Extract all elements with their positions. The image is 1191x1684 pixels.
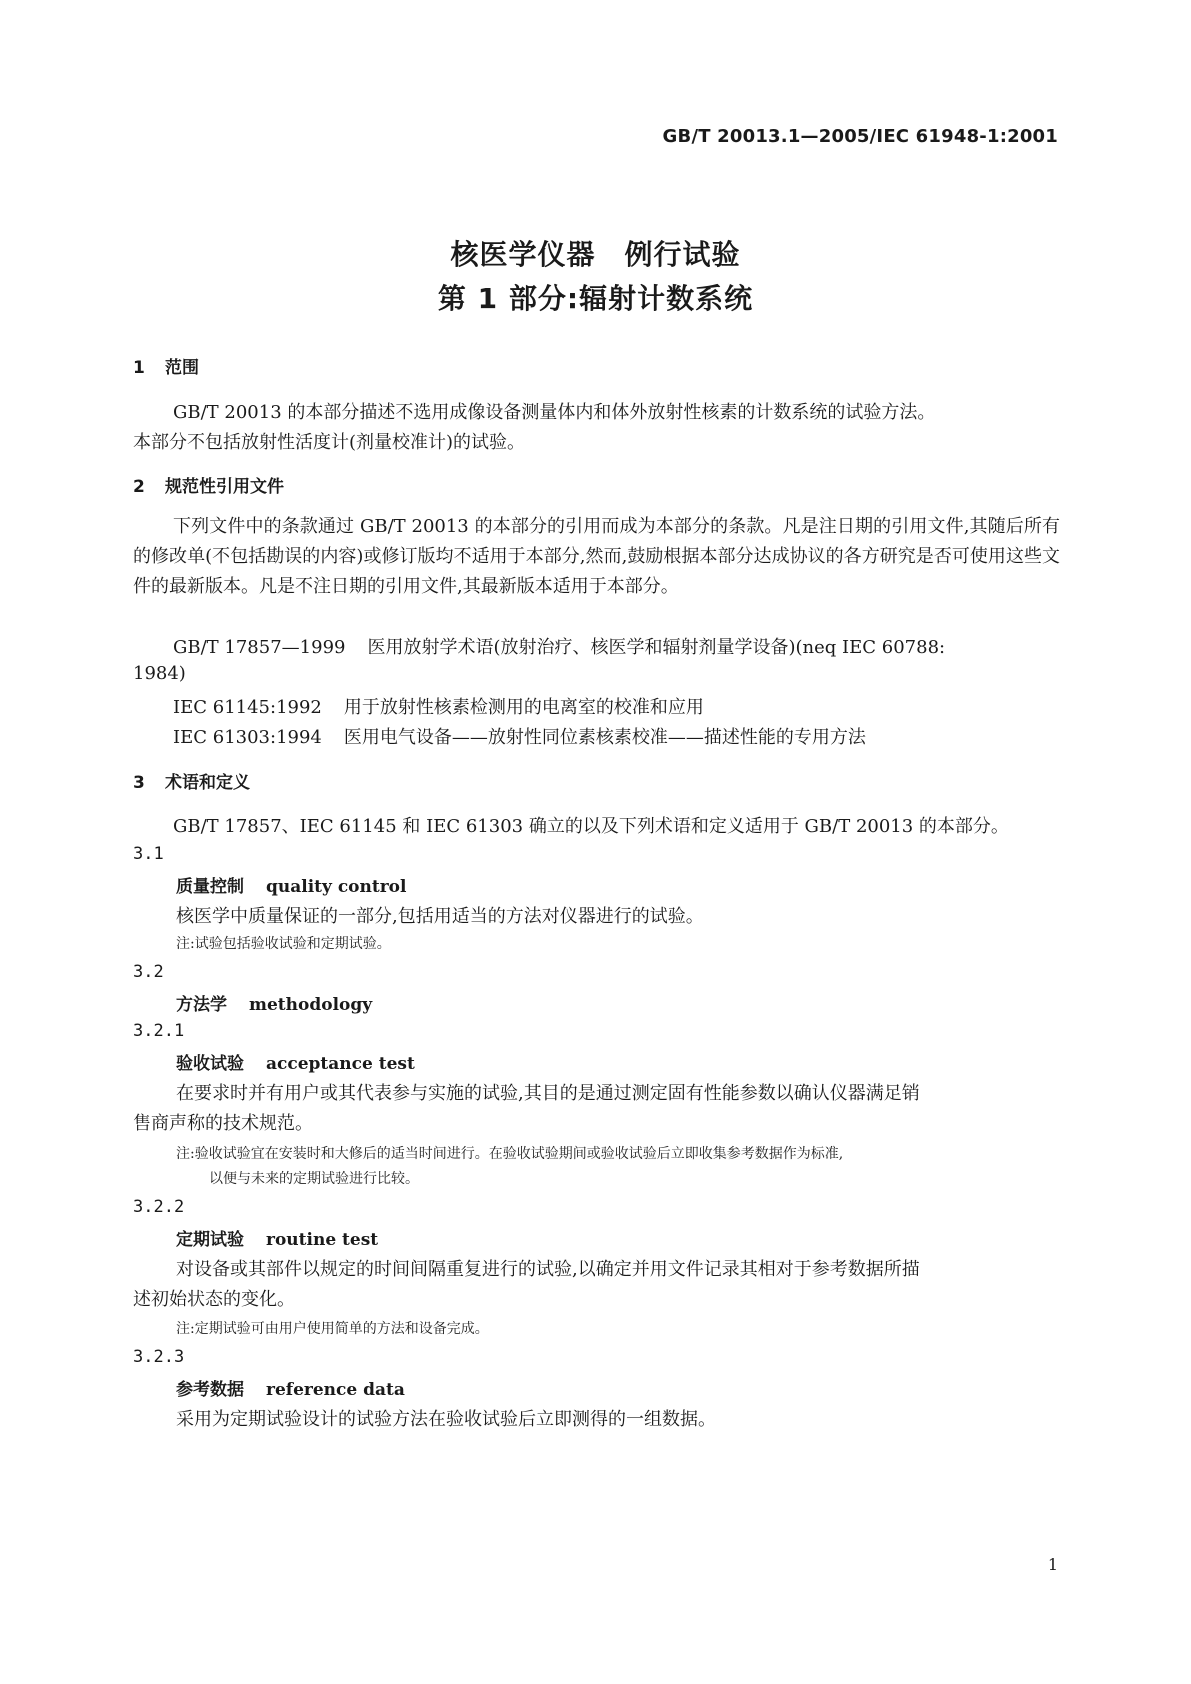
term-chinese: 方法学: [176, 995, 227, 1015]
term-reference-data: [176, 1375, 405, 1400]
reference-item-2: [173, 693, 704, 719]
section-number: 3: [133, 773, 145, 793]
term-chinese: 验收试验: [176, 1054, 244, 1074]
section-title: 术语和定义: [165, 773, 250, 793]
reference-title: 医用放射学术语(放射治疗、核医学和辐射剂量学设备)(neq IEC 60788:: [367, 637, 946, 658]
section-3-heading: [133, 768, 250, 793]
definition-text-line-2: 售商声称的技术规范。: [133, 1113, 313, 1134]
page-number: 1: [1047, 1555, 1058, 1574]
section-1-heading: [133, 353, 199, 378]
section-number: 2: [133, 477, 145, 497]
term-quality-control: [176, 872, 406, 897]
term-english: acceptance test: [266, 1054, 415, 1074]
normative-references-paragraph: 下列文件中的条款通过 GB/T 20013 的本部分的引用而成为本部分的条款。凡是注日期的引用文件,其随后所有的修改单(不包括勘误的内容)或修订版均不适用于本部分,然而,鼓励根据本部分达成协议的各方研究是否可使用这些文件的最新版本。凡是不注日期的引用文件,其最新版本适用于本部分。: [133, 516, 1060, 597]
clause-number-3-2-2: 3.2.2: [133, 1197, 185, 1217]
clause-number-3-1: 3.1: [133, 844, 164, 864]
reference-item-3: [173, 723, 866, 749]
reference-title: 医用电气设备——放射性同位素核素校准——描述性能的专用方法: [343, 727, 866, 748]
clause-number-3-2: 3.2: [133, 962, 164, 982]
term-english: methodology: [249, 995, 373, 1015]
note-text-line-1: 注:验收试验宜在安装时和大修后的适当时间进行。在验收试验期间或验收试验后立即收集参考数据作为标准,: [176, 1146, 844, 1162]
definition-text-line-1: 对设备或其部件以规定的时间间隔重复进行的试验,以确定并用文件记录其相对于参考数据所描: [176, 1259, 920, 1280]
reference-item-1-continuation: 1984): [133, 663, 186, 684]
definition-text: 核医学中质量保证的一部分,包括用适当的方法对仪器进行的试验。: [176, 906, 704, 927]
term-english: quality control: [266, 877, 407, 897]
reference-code: GB/T 17857—1999: [173, 637, 346, 658]
note-text: 注:定期试验可由用户使用简单的方法和设备完成。: [176, 1321, 489, 1337]
term-routine-test: [176, 1225, 378, 1250]
term-english: reference data: [266, 1380, 405, 1400]
term-english: routine test: [266, 1230, 379, 1250]
section-title: 规范性引用文件: [165, 477, 284, 497]
note-text: 注:试验包括验收试验和定期试验。: [176, 936, 391, 952]
clause-number-3-2-1: 3.2.1: [133, 1021, 185, 1041]
reference-title: 用于放射性核素检测用的电离室的校准和应用: [343, 697, 704, 718]
reference-code: IEC 61145:1992: [173, 697, 322, 718]
document-title-line-1: 核医学仪器 例行试验: [450, 238, 741, 271]
term-acceptance-test: [176, 1049, 415, 1074]
term-chinese: 质量控制: [176, 877, 244, 897]
section-title: 范围: [165, 358, 199, 378]
definition-text-line-1: 在要求时并有用户或其代表参与实施的试验,其目的是通过测定固有性能参数以确认仪器满足销: [176, 1083, 920, 1104]
term-methodology: [176, 990, 372, 1015]
definition-text: 采用为定期试验设计的试验方法在验收试验后立即测得的一组数据。: [176, 1409, 716, 1430]
clause-number-3-2-3: 3.2.3: [133, 1347, 185, 1367]
terms-intro-text: GB/T 17857、IEC 61145 和 IEC 61303 确立的以及下列术语和定义适用于 GB/T 20013 的本部分。: [173, 816, 1009, 837]
document-title-line-2: 第 1 部分:辐射计数系统: [437, 282, 754, 315]
note-text-line-2: 以便与未来的定期试验进行比较。: [209, 1171, 419, 1187]
section-number: 1: [133, 358, 145, 378]
reference-code: IEC 61303:1994: [173, 727, 322, 748]
standard-code: GB/T 20013.1—2005/IEC 61948-1:2001: [662, 126, 1058, 147]
term-chinese: 定期试验: [176, 1230, 244, 1250]
reference-item-1: [173, 633, 945, 659]
definition-text-line-2: 述初始状态的变化。: [133, 1289, 295, 1310]
scope-text-line-2: 本部分不包括放射性活度计(剂量校准计)的试验。: [133, 432, 526, 453]
term-chinese: 参考数据: [176, 1380, 244, 1400]
scope-text-line-1: GB/T 20013 的本部分描述不选用成像设备测量体内和体外放射性核素的计数系统的试验方法。: [173, 402, 936, 423]
section-2-heading: [133, 472, 284, 497]
